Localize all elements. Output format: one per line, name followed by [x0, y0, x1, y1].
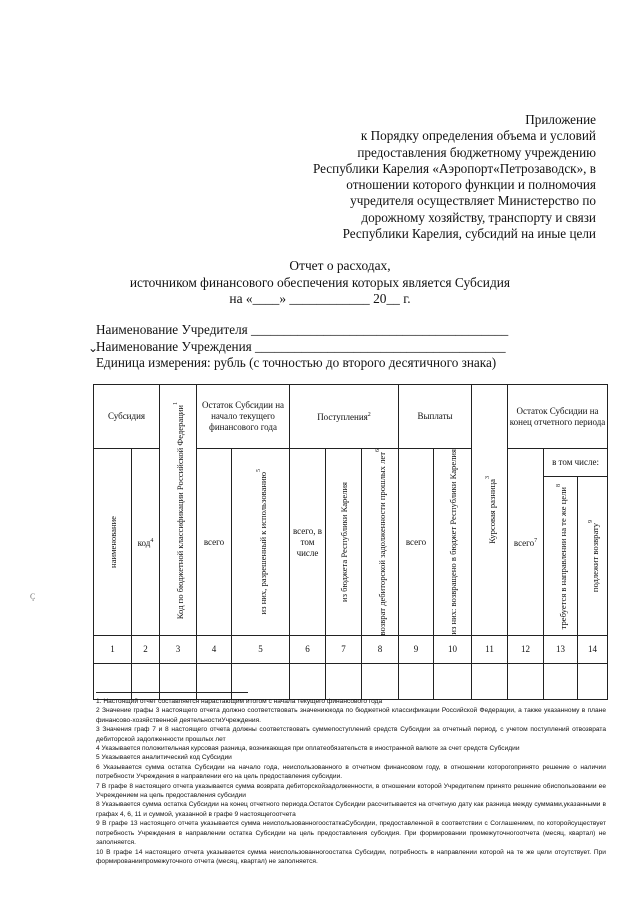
column-number: 11	[472, 636, 508, 664]
column-number: 6	[290, 636, 326, 664]
header-end-balance: Остаток Субсидии на конец отчетного периода	[508, 385, 608, 449]
data-cell[interactable]	[544, 664, 578, 700]
footnote: 2 Значение графы 3 настоящего отчета должно соответствовать значениюкода по бюджетной классификации Российской Федерации, а также указанному в плане финансово-хозяйственной деятельностиУчреждения.	[96, 707, 606, 724]
footnote-divider	[96, 692, 248, 693]
header-subsidy: Субсидия	[94, 385, 160, 449]
appendix-line: отношении которого функции и полномочия	[346, 177, 596, 193]
data-cell[interactable]	[290, 664, 326, 700]
appendix-line: Республики Карелия «Аэропорт«Петрозаводск», в	[312, 160, 596, 176]
footnote: 5 Указывается аналитический код Субсидии	[96, 754, 232, 762]
column-number: 8	[362, 636, 399, 664]
header-including: в том числе:	[544, 449, 608, 477]
header-start-balance: Остаток Субсидии на начало текущего финансового года	[197, 385, 290, 449]
appendix-header	[266, 112, 596, 242]
column-number: 13	[544, 636, 578, 664]
footnote: 3 Значения граф 7 и 8 настоящего отчета должны соответствовать суммепоступлений средств Субсидии за отчетный период, с учетом поступлений отвозврата дебиторской задолженности прошлых лет	[96, 726, 606, 743]
title-line: на «____» ____________ 20__ г.	[229, 291, 411, 306]
header-payments-total: всего	[399, 449, 434, 636]
header-needed: требуется в направлении на те же цели$^8$	[544, 477, 578, 636]
appendix-line: Республики Карелия, субсидий на иные цели	[342, 226, 596, 242]
data-cell[interactable]	[326, 664, 362, 700]
column-number: 3	[160, 636, 197, 664]
data-cell[interactable]	[132, 664, 160, 700]
header-end-total: всего$^7$	[508, 449, 544, 636]
report-fields	[88, 322, 509, 372]
column-number: 7	[326, 636, 362, 664]
footnote: 8 Указывается сумма остатка Субсидии на конец отчетного периода.Остаток Субсидии рассчитывается на отчетную дату как разница между суммами,указанными в графах 4, 6, 11 и суммой, указанной в графе 9 настоящегоотчета	[96, 801, 606, 818]
data-cell[interactable]	[399, 664, 434, 700]
footnote: 7 В графе 8 настоящего отчета указывается сумма возврата дебиторскойзадолженности, в отношении которой Учредителем принято решение обиспользовании ее Учреждением на цель предоставления субсидии	[96, 782, 606, 800]
footnote: 1. Настоящий отчет составляется нарастающим итогом с начала текущего финансового года	[96, 698, 383, 705]
data-cell[interactable]	[508, 664, 544, 700]
header-fx: Курсовая разница$^3$	[472, 385, 508, 636]
data-cell[interactable]	[232, 664, 290, 700]
footnote: 9 В графе 13 настоящего отчета указывается сумма неиспользованногоостаткаСубсидии, предоставленной в соответствии с Соглашением, по которойсуществует потребность Учреждения в направлении остатка Субсидии на цель предоставления субсидия. При формировании промежуточногоотчета (месяц, квартал) не заполняется.	[96, 820, 606, 847]
header-returned: из них: возвращено в бюджет Республики Карелия	[434, 449, 472, 636]
footnote: 10 В графе 14 настоящего отчета указывается сумма неиспользованногоостатка Субсидии, потребность в направлении которой на те же цели отсутствует. При формированиипромежуточного отчета (месяц, квартал) не заполняется.	[96, 848, 606, 865]
data-cell[interactable]	[434, 664, 472, 700]
data-cell[interactable]	[362, 664, 399, 700]
header-receipts: Поступления$^2$	[290, 385, 399, 449]
data-cell[interactable]	[160, 664, 197, 700]
unit-field: Единица измерения: рубль (с точностью до второго десятичного знака)	[96, 355, 497, 370]
founder-field: Наименование Учредителя _______________________________________	[96, 322, 509, 337]
column-number: 5	[232, 636, 290, 664]
header-total: всего	[197, 449, 232, 636]
header-kbk: Код по бюджетной классификации Российской Федерации$^1$	[160, 385, 197, 636]
footnotes	[96, 697, 606, 866]
appendix-line: к Порядку определения объема и условий	[360, 128, 596, 144]
column-number: 4	[197, 636, 232, 664]
column-number: 10	[434, 636, 472, 664]
report-table	[93, 384, 608, 700]
title-line: источником финансового обеспечения которых является Субсидия	[129, 274, 511, 290]
header-name: наименование	[94, 449, 132, 636]
data-cell[interactable]	[578, 664, 608, 700]
margin-tick: ⌄	[88, 341, 99, 355]
column-number: 2	[132, 636, 160, 664]
data-cell[interactable]	[94, 664, 132, 700]
data-cell[interactable]	[197, 664, 232, 700]
column-number: 1	[94, 636, 132, 664]
header-code: код$^4$	[132, 449, 160, 636]
column-number: 14	[578, 636, 608, 664]
appendix-heading: Приложение	[525, 112, 596, 127]
title-line: Отчет о расходах,	[289, 258, 391, 273]
appendix-line: предоставления бюджетному учреждению	[357, 144, 596, 160]
table-row	[94, 664, 608, 700]
header-from-budget: из бюджета Республики Карелия	[326, 449, 362, 636]
header-payments: Выплаты	[399, 385, 472, 449]
footnote: 4 Указывается положительная курсовая разница, возникающая при оплатеобязательств в иностранной валюте за счет средств Субсидии	[96, 745, 520, 753]
data-cell[interactable]	[472, 664, 508, 700]
appendix-line: учредителя осуществляет Министерство по	[350, 193, 596, 209]
institution-field: Наименование Учреждения ______________________________________	[96, 338, 506, 354]
header-debt-return: возврат дебиторской задолженности прошлых лет$^6$	[362, 449, 399, 636]
margin-mark: Ç	[30, 592, 36, 601]
header-allowed: из них, разрешенный к использованию$^5$	[232, 449, 290, 636]
report-title	[0, 258, 640, 308]
header-to-return: подлежит возврату$^9$	[578, 477, 608, 636]
footnote: 6 Указывается сумма остатка Субсидии на начало года, неиспользованного в отчетном финансовом году, в отношении которогопринято решение о наличии потребности Учреждения в направлении его на цель предоставления субсидии.	[96, 763, 606, 781]
appendix-line: дорожному хозяйству, транспорту и связи	[361, 209, 596, 225]
header-total-incl: всего, в том числе	[290, 449, 326, 636]
column-number: 12	[508, 636, 544, 664]
column-number: 9	[399, 636, 434, 664]
